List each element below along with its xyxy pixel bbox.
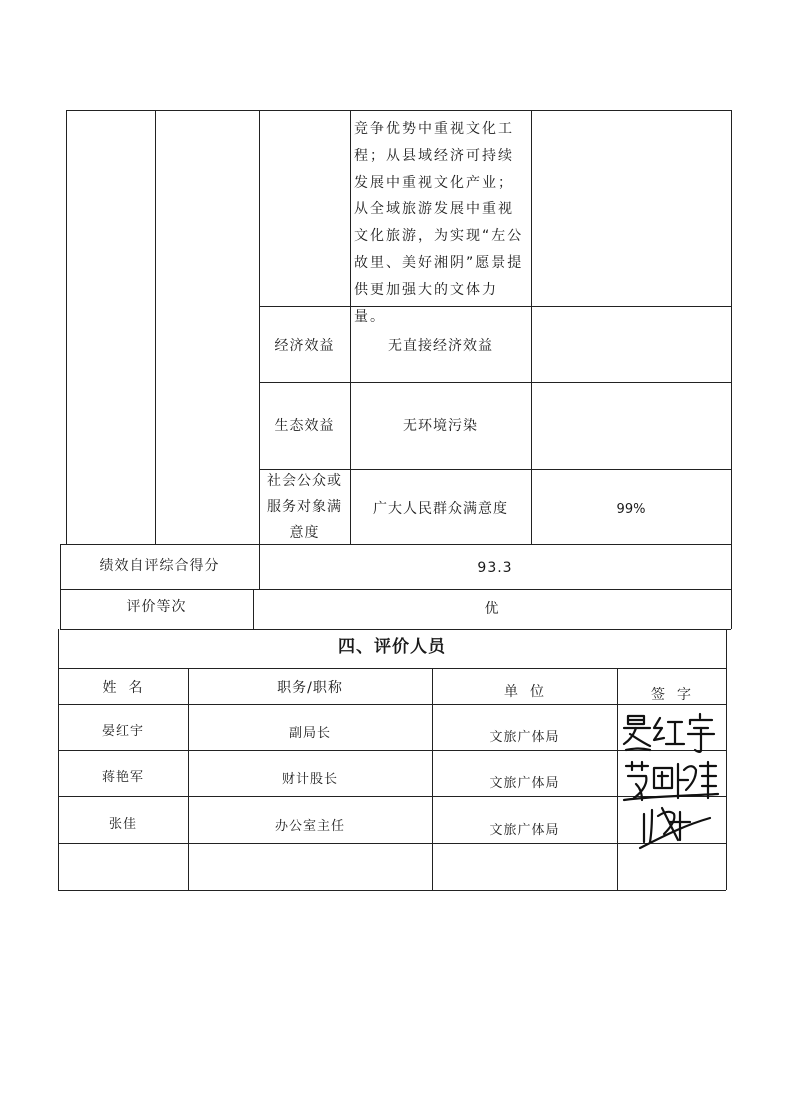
evaluator-name-1: 晏红宇: [101, 724, 144, 739]
header-name: 姓 名: [102, 680, 144, 696]
grade-value: 优: [484, 601, 500, 617]
evaluator-name-2: 蒋艳军: [101, 770, 144, 785]
header-title: 职务/职称: [277, 680, 343, 696]
score-label: 绩效自评综合得分: [99, 558, 220, 574]
score-value: 93.3: [477, 560, 513, 576]
evaluator-unit-3: 文旅广体局: [489, 823, 560, 838]
evaluator-title-3: 办公室主任: [274, 819, 345, 834]
evaluator-title-2: 财计股长: [281, 772, 338, 787]
grade-label: 评价等次: [126, 599, 187, 615]
evaluator-name-3: 张佳: [108, 817, 137, 832]
signature-3: [636, 800, 716, 852]
ecological-benefit-indicator: 无环境污染: [403, 418, 478, 434]
header-unit: 单 位: [504, 684, 545, 700]
satisfaction-indicator: 广大人民群众满意度: [373, 501, 508, 517]
satisfaction-value: 99%: [616, 502, 646, 517]
economic-benefit-label: 经济效益: [274, 338, 335, 354]
evaluator-unit-1: 文旅广体局: [489, 730, 560, 745]
cultural-effect-description: 竞争优势中重视文化工程；从县域经济可持续发展中重视文化产业；从全域旅游发展中重视文化旅游，为实现“左公故里、美好湘阴”愿景提供更加强大的文体力量。: [354, 121, 524, 325]
satisfaction-label-line-1: 社会公众或: [267, 473, 342, 489]
evaluator-title-1: 副局长: [288, 726, 331, 741]
section-title: 四、评价人员: [338, 637, 446, 657]
satisfaction-label-line-3: 意度: [289, 525, 320, 541]
economic-benefit-indicator: 无直接经济效益: [388, 338, 493, 354]
signature-2: [622, 756, 722, 804]
evaluator-unit-2: 文旅广体局: [489, 776, 560, 791]
signature-1: [620, 710, 720, 754]
satisfaction-label-line-2: 服务对象满: [267, 499, 342, 515]
ecological-benefit-label: 生态效益: [274, 418, 335, 434]
header-sign: 签 字: [651, 687, 692, 703]
